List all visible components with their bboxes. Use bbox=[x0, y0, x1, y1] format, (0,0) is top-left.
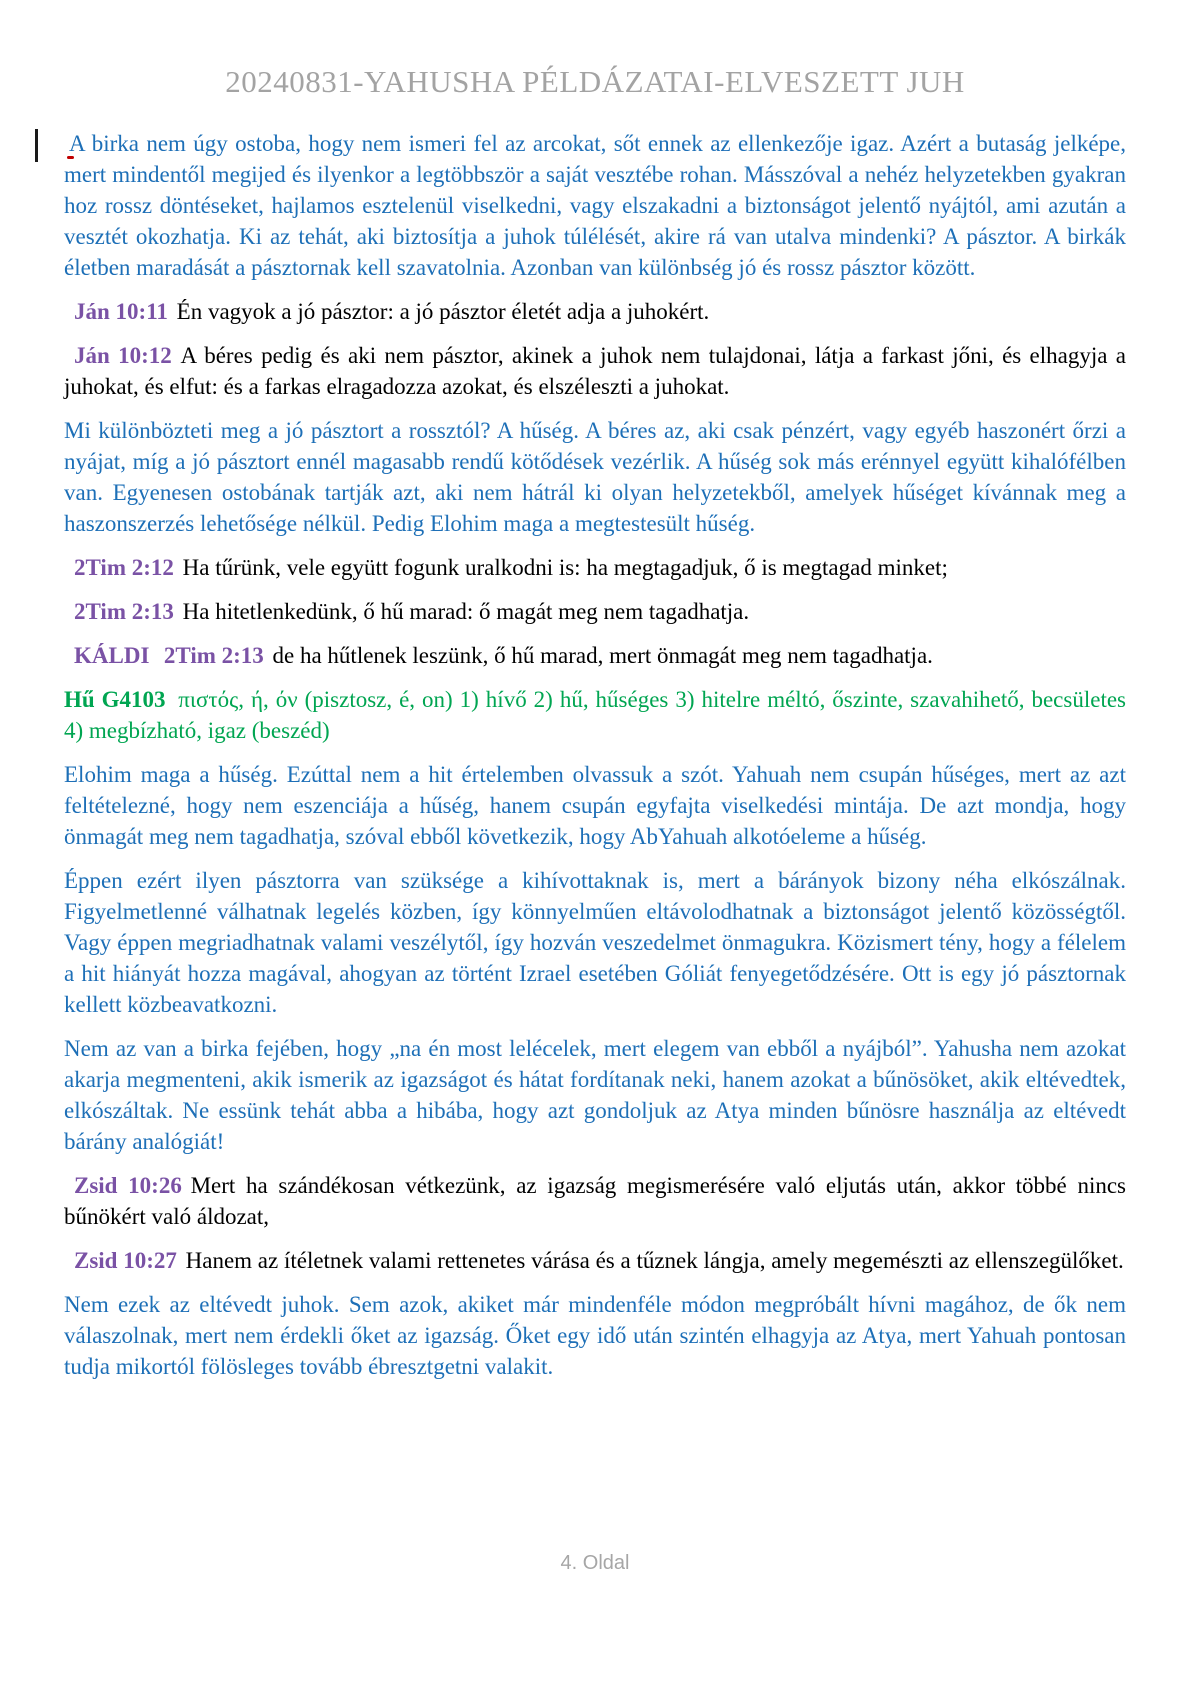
page-number: 4. Oldal bbox=[560, 1552, 630, 1574]
verse-ref-jan-10-11: Ján 10:11 bbox=[74, 299, 168, 324]
verse-zsid-10-26 bbox=[64, 1170, 1126, 1232]
paragraph-sheep-mindset: Nem az van a birka fejében, hogy „na én most lelécelek, mert elegem van ebből a nyájból”. Yahusha nem azokat akarja megmenteni, akik ismerik az igazságot és hátat fordítanak neki, hanem azokat a bűnösöket, akik eltévedtek, elkószáltak. Ne essünk tehát abba a hibába, hogy azt gondoljuk az Atya minden bűnösre használja az eltévedt bárány analógiát! bbox=[64, 1036, 1126, 1154]
document-title: 20240831-YAHUSHA PÉLDÁZATAI-ELVESZETT JUH bbox=[225, 64, 965, 99]
verse-zsid-10-27 bbox=[64, 1245, 1126, 1276]
verse-2tim-2-12 bbox=[64, 552, 1126, 583]
verse-ref-kaldi: KÁLDI bbox=[74, 643, 150, 668]
verse-text-zsid-10-26: Mert ha szándékosan vétkezünk, az igazság megismerésére való eljutás után, akkor többé nincs bűnökért való áldozat, bbox=[64, 1173, 1126, 1229]
verse-ref-kaldi-2tim-2-13: 2Tim 2:13 bbox=[163, 643, 264, 668]
paragraph-faithfulness: Mi különbözteti meg a jó pásztort a rossztól? A hűség. A béres az, aki csak pénzért, vagy egyéb haszonért őrzi a nyájat, míg a jó pásztort ennél magasabb rendű kötődések vezérlik. A hűség sok más erénnyel együtt kihalófélben van. Egyenesen ostobának tartják azt, aki nem hátrál ki olyan helyzetekből, amelyek hűséget kívánnak meg a haszonszerzés lehetősége nélkül. Pedig Elohim maga a megtestesült hűség. bbox=[64, 418, 1126, 536]
lexicon-text-g4103: πιστός, ή, όν (pisztosz, é, on) 1) hívő 2) hű, hűséges 3) hitelre méltó, őszinte, szavahihető, becsületes 4) megbízható, igaz (beszéd) bbox=[64, 687, 1126, 743]
paragraph-closing: Nem ezek az eltévedt juhok. Sem azok, akiket már mindenféle módon megpróbált hívni magához, de ők nem válaszolnak, mert nem érdekli őket az igazság. Őket egy idő után szintén elhagyja az Atya, mert Yahuah pontosan tudja mikortól fölösleges tovább ébresztgetni valakit. bbox=[64, 1292, 1126, 1379]
verse-2tim-2-13 bbox=[64, 596, 1126, 627]
verse-ref-2tim-2-12: 2Tim 2:12 bbox=[74, 555, 174, 580]
verse-ref-2tim-2-13: 2Tim 2:13 bbox=[74, 599, 174, 624]
verse-text-2tim-2-12: Ha tűrünk, vele együtt fogunk uralkodni is: ha megtagadjuk, ő is megtagad minket; bbox=[182, 555, 948, 580]
verse-ref-jan-10-12: Ján 10:12 bbox=[74, 343, 172, 368]
verse-text-zsid-10-27: Hanem az ítéletnek valami rettenetes várása és a tűznek lángja, amely megemészti az ellenszegülőket. bbox=[185, 1248, 1124, 1273]
verse-text-kaldi: de ha hűtlenek leszünk, ő hű marad, mert önmagát meg nem tagadhatja. bbox=[272, 643, 933, 668]
document-body bbox=[64, 128, 1126, 1382]
paragraph-shepherd-need: Éppen ezért ilyen pásztorra van szüksége a kihívottaknak is, mert a bárányok bizony néha elkószálnak. Figyelmetlenné válhatnak legelés közben, így könnyelműen eltávolodhatnak a biztonságot jelentő közösségtől. Vagy éppen megriadhatnak valami veszélytől, így hozván veszedelmet önmagukra. Közismert tény, hogy a félelem a hit hiányát hozza magával, ahogyan az történt Izrael esetében Góliát fenyegetődzésére. Ott is egy jó pásztornak kellett közbeavatkozni. bbox=[64, 868, 1126, 1017]
lexicon-entry-g4103 bbox=[64, 684, 1126, 746]
verse-jan-10-11 bbox=[64, 296, 1126, 327]
verse-kaldi-2tim-2-13 bbox=[64, 640, 1126, 671]
verse-text-jan-10-11: Én vagyok a jó pásztor: a jó pásztor életét adja a juhokért. bbox=[176, 299, 710, 324]
paragraph-intro: A birka nem úgy ostoba, hogy nem ismeri fel az arcokat, sőt ennek az ellenkezője igaz. Azért a butaság jelképe, mert mindentől megijed és ilyenkor a legtöbbször a saját vesztébe rohan. Másszóval a nehéz helyzetekben gyakran hoz rossz döntéseket, hajlamos esztelenül viselkedni, vagy elszakadni a biztonságot jelentő nyájtól, ami azután a vesztét okozhatja. Ki az tehát, aki biztosítja a juhok túlélését, akire rá van utalva mindenki? A pásztor. A birkák életben maradását a pásztornak kell szavatolnia. Azonban van különbség jó és rossz pásztor között. bbox=[64, 131, 1126, 280]
verse-ref-zsid-10-27: Zsid 10:27 bbox=[74, 1248, 177, 1273]
verse-text-jan-10-12: A béres pedig és aki nem pásztor, akinek a juhok nem tulajdonai, látja a farkast jőni, és elhagyja a juhokat, és elfut: és a farkas elragadozza azokat, és elszéleszti a juhokat. bbox=[64, 343, 1127, 399]
verse-ref-zsid-10-26: Zsid 10:26 bbox=[74, 1173, 182, 1198]
lexicon-ref-g4103: Hű G4103 bbox=[64, 687, 166, 712]
revision-mark bbox=[67, 156, 74, 159]
paragraph-elohim-faithfulness: Elohim maga a hűség. Ezúttal nem a hit értelemben olvassuk a szót. Yahuah nem csupán hűséges, mert az azt feltételezné, hogy nem eszenciája a hűség, hanem csupán egyfajta viselkedési mintája. De azt mondja, hogy önmagát meg nem tagadhatja, szóval ebből következik, hogy AbYahuah alkotóeleme a hűség. bbox=[64, 762, 1126, 849]
verse-jan-10-12 bbox=[64, 340, 1126, 402]
verse-text-2tim-2-13: Ha hitetlenkedünk, ő hű marad: ő magát meg nem tagadhatja. bbox=[182, 599, 750, 624]
tracked-change-bar bbox=[35, 129, 38, 162]
